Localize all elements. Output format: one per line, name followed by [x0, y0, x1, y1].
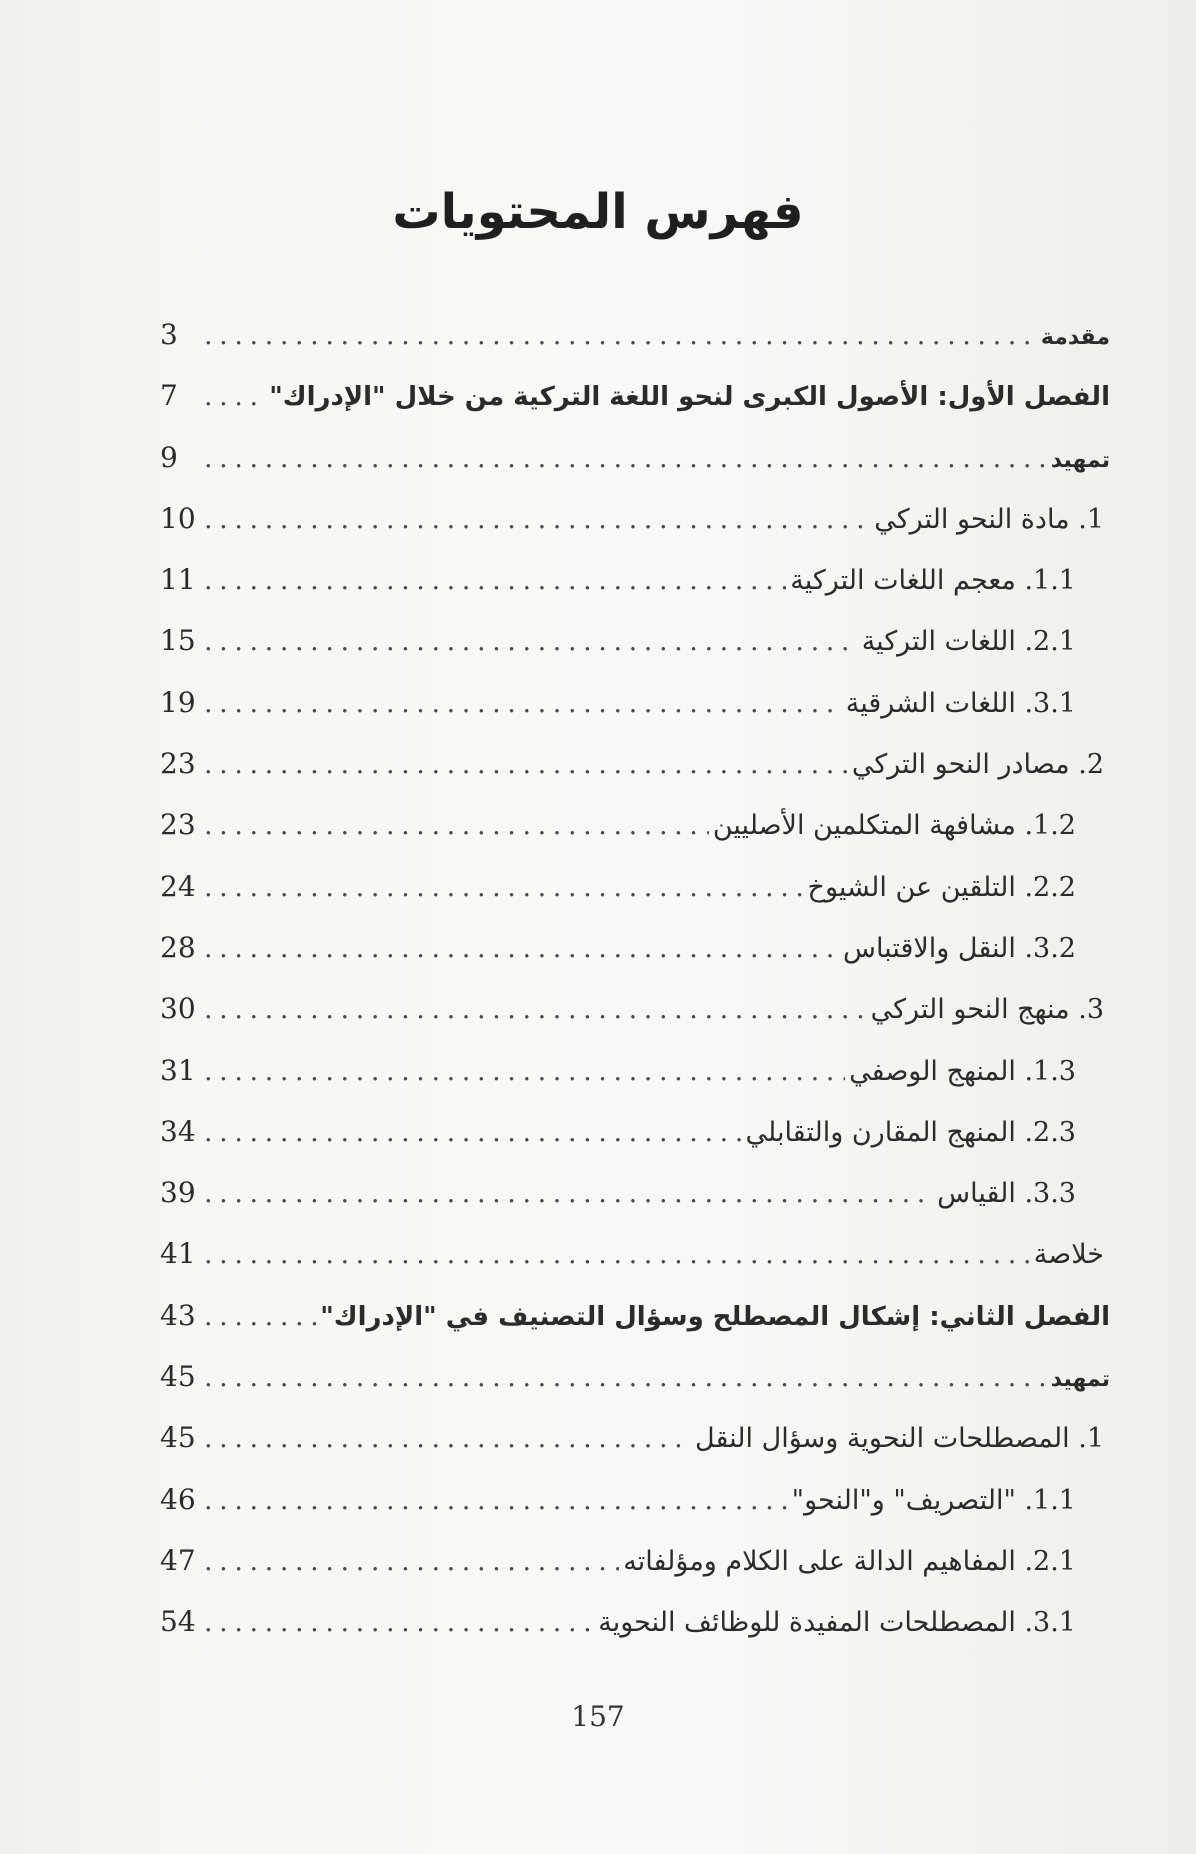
- toc-entry-label: 2.1. اللغات التركية: [861, 626, 1076, 658]
- toc-entry: [160, 1176, 1110, 1237]
- toc-entry-label: الفصل الأول: الأصول الكبرى لنحو اللغة التركية من خلال "الإدراك": [269, 382, 1110, 413]
- dot-leader: [204, 565, 786, 596]
- toc-entry: [160, 1605, 1110, 1666]
- toc-entry-label: 1.2. مشافهة المتكلمين الأصليين: [712, 810, 1076, 842]
- toc-entry-label: 1.3. المنهج الوصفي: [849, 1055, 1076, 1087]
- toc-entry: [160, 931, 1110, 992]
- toc-entry-label: 3.2. النقل والاقتباس: [842, 932, 1076, 964]
- toc-entry: [160, 1237, 1110, 1298]
- dot-leader: [204, 1607, 594, 1638]
- toc-entry-page: 39: [160, 1176, 196, 1210]
- toc-entry: [160, 992, 1110, 1053]
- dot-leader: [204, 1056, 845, 1087]
- dot-leader: [204, 1485, 788, 1516]
- toc-entry-label: الفصل الثاني: إشكال المصطلح وسؤال التصنيف في "الإدراك": [320, 1301, 1110, 1332]
- toc-entry: [160, 1421, 1110, 1482]
- toc-entry: [160, 624, 1110, 685]
- toc-entry-label: 2. مصادر النحو التركي: [851, 749, 1104, 781]
- toc-entry-page: 15: [160, 624, 196, 658]
- toc-entry: [160, 1544, 1110, 1605]
- dot-leader: [204, 1301, 316, 1332]
- toc-entry-page: 7: [160, 379, 178, 413]
- dot-leader: [204, 1423, 691, 1454]
- dot-leader: [204, 1117, 742, 1148]
- dot-leader: [204, 1239, 1030, 1270]
- toc-entry-label: 2.1. المفاهيم الدالة على الكلام ومؤلفاته: [623, 1545, 1076, 1577]
- toc-entry-label: مقدمة: [1040, 325, 1110, 350]
- dot-leader: [204, 749, 848, 780]
- toc-entry: [160, 1360, 1110, 1421]
- toc-entry: [160, 870, 1110, 931]
- toc-entry-label: تمهيد: [1050, 447, 1110, 473]
- dot-leader: [204, 994, 867, 1025]
- toc-entry-label: 2.2. التلقين عن الشيوخ: [807, 871, 1076, 903]
- toc-entry-page: 31: [160, 1053, 196, 1087]
- toc-entry-label: 2.3. المنهج المقارن والتقابلي: [745, 1116, 1076, 1148]
- dot-leader: [204, 810, 709, 841]
- toc-entry-page: 46: [160, 1482, 196, 1516]
- toc-entry: [160, 563, 1110, 624]
- dot-leader: [204, 933, 839, 964]
- toc-entry-page: 9: [160, 440, 178, 474]
- toc-entry-label: 3.1. اللغات الشرقية: [845, 687, 1076, 719]
- toc-entry-page: 34: [160, 1114, 196, 1148]
- toc-entry-page: 47: [160, 1543, 196, 1577]
- toc-entry-page: 45: [160, 1421, 196, 1455]
- dot-leader: [204, 1178, 933, 1209]
- toc-entry: [160, 1299, 1110, 1360]
- toc-entry: [160, 747, 1110, 808]
- toc-entry-label: 3.3. القياس: [937, 1178, 1076, 1210]
- toc-entry: [160, 808, 1110, 869]
- toc-entry: [160, 318, 1110, 379]
- toc-entry-label: 1. المصطلحات النحوية وسؤال النقل: [695, 1423, 1104, 1455]
- toc-entry: [160, 1054, 1110, 1115]
- toc-entry-page: 43: [160, 1298, 196, 1332]
- toc-entry-page: 10: [160, 501, 196, 535]
- toc-entry-page: 30: [160, 992, 196, 1026]
- toc-entry-label: 1.1. معجم اللغات التركية: [790, 565, 1076, 597]
- toc-entry: [160, 686, 1110, 747]
- dot-leader: [204, 443, 1047, 474]
- dot-leader: [204, 872, 804, 903]
- toc-entry-page: 24: [160, 869, 196, 903]
- toc-entry-page: 41: [160, 1237, 196, 1271]
- toc-entry-page: 23: [160, 808, 196, 842]
- toc-entry-label: خلاصة: [1033, 1239, 1104, 1271]
- table-of-contents: [160, 318, 1110, 1667]
- dot-leader: [204, 1546, 619, 1577]
- toc-entry-label: 3. منهج النحو التركي: [870, 994, 1104, 1026]
- toc-entry-page: 54: [160, 1605, 196, 1639]
- dot-leader: [204, 626, 858, 657]
- dot-leader: [204, 320, 1037, 351]
- dot-leader: [204, 381, 265, 412]
- toc-entry-label: 1.1. "التصريف" و"النحو": [791, 1484, 1076, 1516]
- page-title: فهرس المحتويات: [392, 184, 804, 240]
- toc-entry: [160, 1483, 1110, 1544]
- toc-entry-page: 11: [160, 563, 196, 597]
- page-number: 157: [571, 1700, 625, 1733]
- toc-entry: [160, 441, 1110, 502]
- toc-entry-page: 23: [160, 747, 196, 781]
- dot-leader: [204, 688, 842, 719]
- toc-entry-label: 1. مادة النحو التركي: [874, 503, 1104, 535]
- toc-entry: [160, 1115, 1110, 1176]
- toc-entry-label: تمهيد: [1050, 1367, 1110, 1393]
- toc-entry-page: 3: [160, 318, 178, 351]
- toc-entry-page: 45: [160, 1360, 196, 1394]
- toc-entry-label: 3.1. المصطلحات المفيدة للوظائف النحوية: [598, 1607, 1076, 1639]
- toc-entry: [160, 379, 1110, 440]
- dot-leader: [204, 1362, 1047, 1393]
- dot-leader: [204, 504, 870, 535]
- toc-entry: [160, 502, 1110, 563]
- toc-entry-page: 28: [160, 930, 196, 964]
- toc-entry-page: 19: [160, 685, 196, 719]
